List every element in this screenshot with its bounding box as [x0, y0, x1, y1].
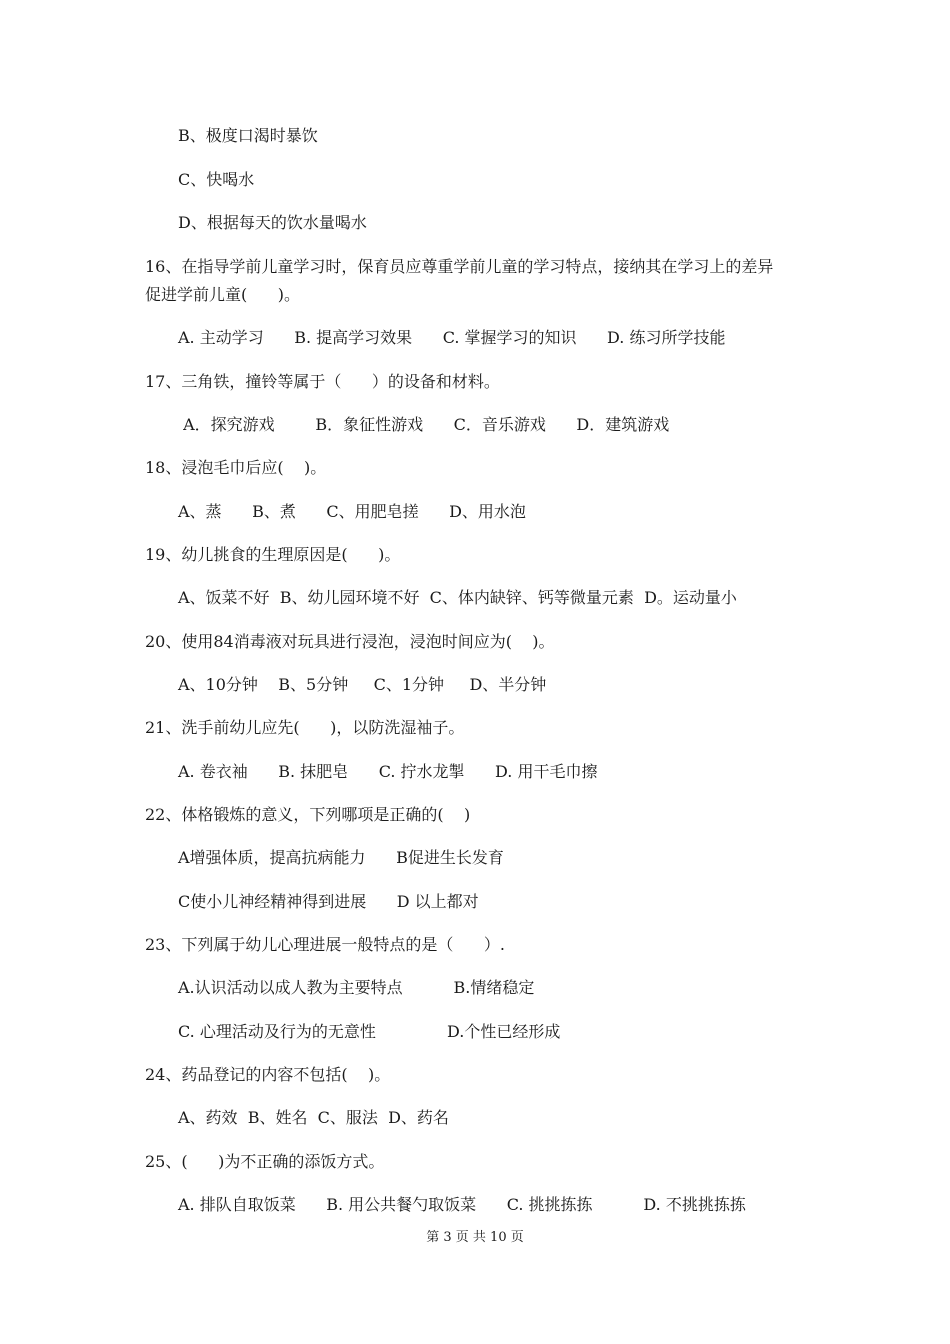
question-line: 促进学前儿童( )。	[145, 285, 301, 304]
option-line: C. 心理活动及行为的无意性 D.个性已经形成	[178, 1022, 561, 1041]
question-line: 17、三角铁，撞铃等属于（ ）的设备和材料。	[145, 372, 500, 391]
question-line: 18、浸泡毛巾后应( )。	[145, 458, 327, 477]
page-footer: 第 3 页 共 10 页	[426, 1230, 524, 1245]
question-line: 21、洗手前幼儿应先( )，以防洗湿袖子。	[145, 718, 465, 737]
option-line: B、极度口渴时暴饮	[178, 126, 318, 145]
question-line: 20、使用84消毒液对玩具进行浸泡，浸泡时间应为( )。	[145, 632, 555, 651]
question-line: 24、药品登记的内容不包括( )。	[145, 1065, 391, 1084]
option-line: A．探究游戏 B．象征性游戏 C．音乐游戏 D．建筑游戏	[178, 415, 670, 434]
option-line: A. 卷衣袖 B. 抹肥皂 C. 拧水龙掣 D. 用干毛巾擦	[178, 762, 598, 781]
option-line: A增强体质，提高抗病能力 B促进生长发育	[178, 848, 504, 867]
option-line: D、根据每天的饮水量喝水	[178, 213, 367, 232]
question-line: 23、下列属于幼儿心理进展一般特点的是（ ）.	[145, 935, 505, 954]
option-line: C、快喝水	[178, 170, 255, 189]
question-line: 22、体格锻炼的意义，下列哪项是正确的( )	[145, 805, 471, 824]
option-line: C使小儿神经精神得到进展 D 以上都对	[178, 892, 479, 911]
option-line: A. 主动学习 B. 提高学习效果 C. 掌握学习的知识 D. 练习所学技能	[178, 328, 726, 347]
option-line: A、蒸 B、煮 C、用肥皂搓 D、用水泡	[178, 502, 526, 521]
option-line: A、饭菜不好 B、幼儿园环境不好 C、体内缺锌、钙等微量元素 D。运动量小	[178, 588, 737, 607]
question-line: 19、幼儿挑食的生理原因是( )。	[145, 545, 401, 564]
question-line: 25、( )为不正确的添饭方式。	[145, 1152, 385, 1171]
option-line: A、10分钟 B、5分钟 C、1分钟 D、半分钟	[178, 675, 547, 694]
option-line: A.认识活动以成人教为主要特点 B.情绪稳定	[178, 978, 535, 997]
option-line: A. 排队自取饭菜 B. 用公共餐勺取饭菜 C. 挑挑拣拣 D. 不挑挑拣拣	[178, 1195, 746, 1214]
option-line: A、药效 B、姓名 C、服法 D、药名	[178, 1108, 449, 1127]
question-line: 16、在指导学前儿童学习时，保育员应尊重学前儿童的学习特点，接纳其在学习上的差异	[145, 257, 774, 276]
